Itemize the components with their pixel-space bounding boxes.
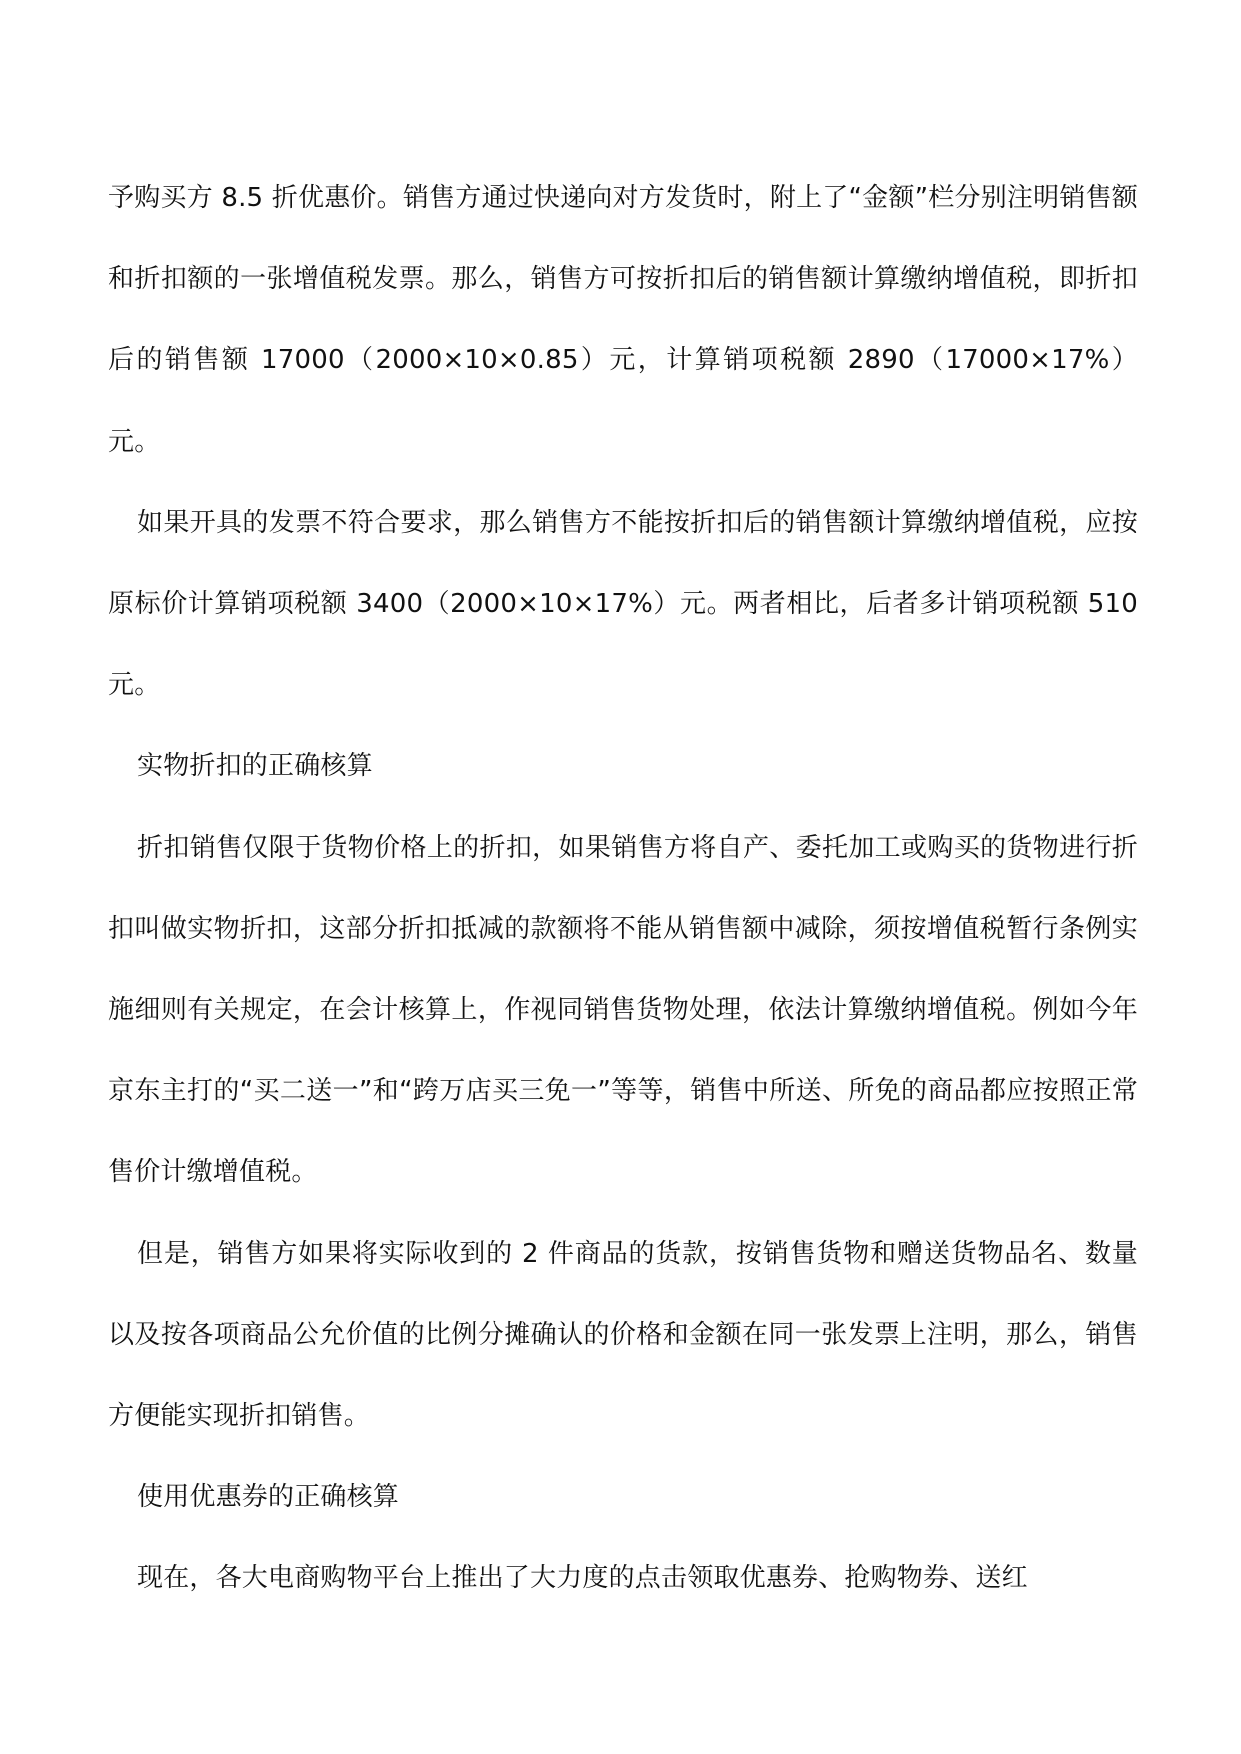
heading-physical-discount: 实物折扣的正确核算 (137, 751, 373, 782)
document-body (108, 158, 1138, 1620)
paragraph-discount-invoice: 予购买方 8.5 折优惠价。销售方通过快递向对方发货时，附上了“金额”栏分别注明销售额和折扣额的一张增值税发票。那么，销售方可按折扣后的销售额计算缴纳增值税，即折扣后的销售额 17000（2000×10×0.85）元，计算销项税额 2890（17000×17%）元。 (108, 183, 1138, 457)
paragraph-allocation: 但是，销售方如果将实际收到的 2 件商品的货款，按销售货物和赠送货物品名、数量以及按各项商品公允价值的比例分摊确认的价格和金额在同一张发票上注明，那么，销售方便能实现折扣销售。 (108, 1238, 1138, 1432)
heading-coupon-accounting: 使用优惠券的正确核算 (137, 1482, 400, 1513)
paragraph-coupons: 现在，各大电商购物平台上推出了大力度的点击领取优惠券、抢购物券、送红 (137, 1563, 1028, 1594)
paragraph-invalid-invoice: 如果开具的发票不符合要求，那么销售方不能按折扣后的销售额计算缴纳增值税，应按原标价计算销项税额 3400（2000×10×17%）元。两者相比，后者多计销项税额 510 元。 (108, 507, 1138, 701)
paragraph-physical-discount: 折扣销售仅限于货物价格上的折扣，如果销售方将自产、委托加工或购买的货物进行折扣叫做实物折扣，这部分折扣抵减的款额将不能从销售额中减除，须按增值税暂行条例实施细则有关规定，在会计核算上，作视同销售货物处理，依法计算缴纳增值税。例如今年京东主打的“买二送一”和“跨万店买三免一”等等，销售中所送、所免的商品都应按照正常售价计缴增值税。 (108, 832, 1138, 1188)
